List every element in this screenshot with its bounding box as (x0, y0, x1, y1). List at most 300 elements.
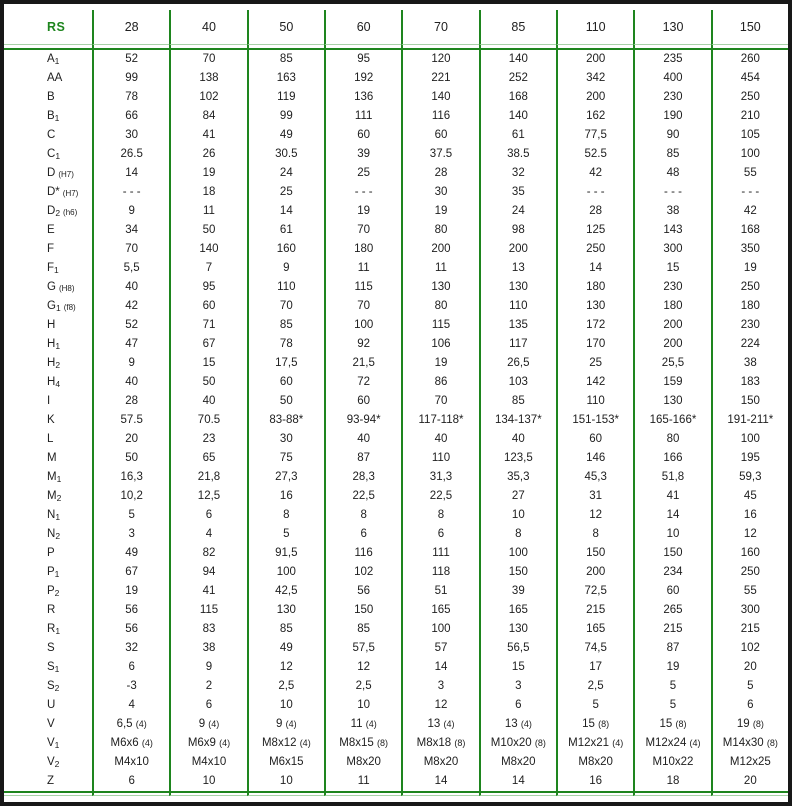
table-cell: 143 (633, 221, 710, 240)
table-cell: 41 (169, 126, 246, 145)
row-label (4, 753, 92, 772)
table-cell: 165 (401, 601, 478, 620)
row-label-base: S (47, 680, 55, 692)
table-cell: 200 (479, 240, 556, 259)
table-cell: 135 (479, 316, 556, 335)
table-row (4, 734, 788, 753)
row-label-base: V (47, 737, 55, 749)
size-header: 110 (556, 10, 633, 44)
table-row (4, 297, 788, 316)
rule-segment (633, 791, 710, 796)
table-cell: 90 (633, 126, 710, 145)
rs-header: RS (47, 20, 66, 34)
table-cell: 110 (479, 297, 556, 316)
table-cell: 230 (711, 316, 788, 335)
table-cell: 72 (324, 373, 401, 392)
table-cell: 95 (169, 278, 246, 297)
table-cell: 2,5 (247, 677, 324, 696)
value-count-suffix: (8) (675, 719, 687, 729)
table-cell: 200 (633, 316, 710, 335)
table-cell: 9 (92, 354, 169, 373)
table-cell: 59,3 (711, 468, 788, 487)
row-label-base: S (47, 661, 55, 673)
table-cell: 70 (401, 392, 478, 411)
table-cell: 116 (401, 107, 478, 126)
row-label-base: P (47, 547, 55, 559)
table-cell: 12,5 (169, 487, 246, 506)
table-cell: 27 (479, 487, 556, 506)
table-cell: 140 (479, 50, 556, 69)
table-cell: 60 (247, 373, 324, 392)
table-cell: 16 (556, 772, 633, 791)
table-cell: 56,5 (479, 639, 556, 658)
table-cell: 170 (556, 335, 633, 354)
table-cell: 130 (401, 278, 478, 297)
table-cell: 98 (479, 221, 556, 240)
table-cell: 115 (401, 316, 478, 335)
row-label (4, 696, 92, 715)
table-cell: 92 (324, 335, 401, 354)
table-cell: 50 (169, 221, 246, 240)
rule-segment (401, 791, 478, 796)
row-label-subscript: 1 (54, 740, 60, 750)
table-cell: 200 (556, 563, 633, 582)
table-row (4, 620, 788, 639)
table-cell: 6 (92, 658, 169, 677)
table-cell: 66 (92, 107, 169, 126)
table-cell: 15 (8) (556, 715, 633, 734)
table-cell: 9 (247, 259, 324, 278)
table-cell: 7 (169, 259, 246, 278)
rule-segment (4, 791, 92, 796)
table-cell: 39 (479, 582, 556, 601)
row-label-base: D (47, 167, 56, 179)
table-row (4, 449, 788, 468)
table-cell: 200 (556, 88, 633, 107)
size-header: 50 (247, 10, 324, 44)
table-cell: 130 (479, 620, 556, 639)
row-label-subscript: 2 (56, 493, 62, 503)
table-cell: 42 (92, 297, 169, 316)
table-cell: 252 (479, 69, 556, 88)
table-cell: 70 (92, 240, 169, 259)
table-cell: 13 (4) (401, 715, 478, 734)
table-cell: 57.5 (92, 411, 169, 430)
value-count-suffix: (4) (135, 719, 147, 729)
table-row (4, 677, 788, 696)
table-cell: 8 (479, 525, 556, 544)
row-label (4, 468, 92, 487)
row-label-tolerance-note: (H7) (58, 170, 74, 179)
table-row (4, 525, 788, 544)
table-cell: 86 (401, 373, 478, 392)
table-cell: 91,5 (247, 544, 324, 563)
table-cell: 10 (247, 696, 324, 715)
table-row (4, 563, 788, 582)
table-cell: 70 (247, 297, 324, 316)
row-label (4, 582, 92, 601)
table-cell: 6 (479, 696, 556, 715)
table-cell: 57 (401, 639, 478, 658)
table-row (4, 107, 788, 126)
table-cell: 235 (633, 50, 710, 69)
table-cell: 10 (247, 772, 324, 791)
row-label-subscript: 1 (54, 56, 60, 66)
table-row (4, 221, 788, 240)
table-cell: 84 (169, 107, 246, 126)
table-cell: 14 (247, 202, 324, 221)
table-cell: 22,5 (401, 487, 478, 506)
table-cell: 130 (633, 392, 710, 411)
row-label-tolerance-note: (H7) (62, 189, 79, 198)
table-cell: 35,3 (479, 468, 556, 487)
table-cell: 103 (479, 373, 556, 392)
table-cell: 9 (4) (169, 715, 246, 734)
table-cell: 9 (92, 202, 169, 221)
row-label (4, 715, 92, 734)
table-cell: 165 (556, 620, 633, 639)
table-cell: 60 (633, 582, 710, 601)
table-row (4, 392, 788, 411)
table-cell: M12x25 (711, 753, 788, 772)
table-cell: 85 (247, 620, 324, 639)
table-cell: 28,3 (324, 468, 401, 487)
table-cell: 42 (711, 202, 788, 221)
table-cell: 28 (401, 164, 478, 183)
row-label-base: U (47, 699, 56, 711)
row-label-subscript: 2 (54, 759, 60, 769)
table-cell: 40 (169, 392, 246, 411)
row-label (4, 563, 92, 582)
row-label-base: N (47, 509, 56, 521)
table-cell: 300 (633, 240, 710, 259)
table-row (4, 183, 788, 202)
table-cell: 41 (169, 582, 246, 601)
table-cell: 18 (633, 772, 710, 791)
row-label-subscript: 1 (55, 626, 61, 636)
table-cell: 130 (247, 601, 324, 620)
table-cell: 163 (247, 69, 324, 88)
table-cell: 23 (169, 430, 246, 449)
table-cell: 136 (324, 88, 401, 107)
table-cell: 52 (92, 316, 169, 335)
row-label (4, 734, 92, 753)
table-cell: 40 (324, 430, 401, 449)
table-cell: 195 (711, 449, 788, 468)
table-cell: 60 (169, 297, 246, 316)
table-cell: M4x10 (92, 753, 169, 772)
value-count-suffix: (4) (219, 738, 231, 748)
table-cell: 250 (711, 278, 788, 297)
table-cell: 22,5 (324, 487, 401, 506)
table-cell: 80 (633, 430, 710, 449)
table-cell: 115 (169, 601, 246, 620)
table-cell: 19 (401, 202, 478, 221)
table-cell: 110 (401, 449, 478, 468)
table-cell: 70 (324, 297, 401, 316)
table-row (4, 772, 788, 791)
table-cell: 37.5 (401, 145, 478, 164)
table-cell: 27,3 (247, 468, 324, 487)
row-label-base: C (47, 129, 56, 141)
table-cell: 39 (324, 145, 401, 164)
row-label-base: S (47, 642, 55, 654)
table-cell: 10,2 (92, 487, 169, 506)
table-cell: 110 (247, 278, 324, 297)
row-label-base: L (47, 433, 54, 445)
table-cell: 28 (92, 392, 169, 411)
table-cell: 21,8 (169, 468, 246, 487)
table-cell: 55 (711, 164, 788, 183)
table-cell: M8x20 (324, 753, 401, 772)
row-label-subscript: 1 (54, 265, 59, 275)
table-cell: 60 (401, 126, 478, 145)
table-cell: 5 (92, 506, 169, 525)
table-cell: 34 (92, 221, 169, 240)
table-cell: 160 (247, 240, 324, 259)
table-cell: 100 (711, 430, 788, 449)
row-label (4, 772, 92, 791)
table-cell: 123,5 (479, 449, 556, 468)
row-label (4, 240, 92, 259)
value-count-suffix: (4) (365, 719, 377, 729)
table-cell: 78 (92, 88, 169, 107)
table-row (4, 278, 788, 297)
table-body (4, 50, 788, 791)
table-row (4, 50, 788, 69)
table-cell: 32 (479, 164, 556, 183)
table-cell: 192 (324, 69, 401, 88)
table-cell: 10 (479, 506, 556, 525)
table-cell: 67 (92, 563, 169, 582)
table-cell: M6x15 (247, 753, 324, 772)
table-cell: 30 (401, 183, 478, 202)
table-cell: 172 (556, 316, 633, 335)
table-cell: 105 (711, 126, 788, 145)
table-cell: 8 (556, 525, 633, 544)
table-cell: 85 (633, 145, 710, 164)
table-cell: 102 (324, 563, 401, 582)
row-label (4, 449, 92, 468)
table-cell: 11 (324, 259, 401, 278)
table-cell: 17,5 (247, 354, 324, 373)
row-label-base: AA (47, 72, 63, 84)
row-label (4, 335, 92, 354)
table-row (4, 126, 788, 145)
table-cell: 74,5 (556, 639, 633, 658)
row-label-base: M (47, 452, 57, 464)
table-cell: 140 (479, 107, 556, 126)
table-cell: 5 (633, 696, 710, 715)
table-row (4, 145, 788, 164)
table-cell: 150 (711, 392, 788, 411)
row-label-base: G (47, 281, 56, 293)
rule-segment (556, 791, 633, 796)
table-cell: 111 (401, 544, 478, 563)
table-cell: 85 (479, 392, 556, 411)
table-row (4, 202, 788, 221)
table-row (4, 430, 788, 449)
table-cell: 159 (633, 373, 710, 392)
value-count-suffix: (4) (443, 719, 455, 729)
table-cell: 31 (556, 487, 633, 506)
table-cell: 260 (711, 50, 788, 69)
value-count-suffix: (4) (141, 738, 153, 748)
table-cell: 100 (479, 544, 556, 563)
table-cell: 6 (324, 525, 401, 544)
table-cell: 61 (247, 221, 324, 240)
table-cell: 14 (479, 772, 556, 791)
table-cell: 25 (556, 354, 633, 373)
row-label-base: F (47, 262, 55, 274)
table-cell: 40 (401, 430, 478, 449)
table-cell: 183 (711, 373, 788, 392)
table-cell: 12 (711, 525, 788, 544)
table-cell: 102 (169, 88, 246, 107)
row-label (4, 411, 92, 430)
table-cell: 85 (324, 620, 401, 639)
table-cell: M8x20 (479, 753, 556, 772)
table-cell: 75 (247, 449, 324, 468)
table-cell: 30 (92, 126, 169, 145)
table-cell: M10x22 (633, 753, 710, 772)
table-cell: 70 (169, 50, 246, 69)
table-cell: 15 (169, 354, 246, 373)
table-cell: M6x6 (4) (92, 734, 169, 753)
table-cell: 151-153* (556, 411, 633, 430)
table-cell: 138 (169, 69, 246, 88)
table-cell: 118 (401, 563, 478, 582)
table-cell: 99 (92, 69, 169, 88)
table-row (4, 582, 788, 601)
table-cell: 454 (711, 69, 788, 88)
row-label-base: R (47, 604, 56, 616)
table-row (4, 696, 788, 715)
row-label-base: H (47, 376, 56, 388)
table-cell: 72,5 (556, 582, 633, 601)
table-cell: 130 (556, 297, 633, 316)
table-cell: 52.5 (556, 145, 633, 164)
table-cell: 4 (92, 696, 169, 715)
row-label-base: P (47, 566, 55, 578)
table-cell: 12 (401, 696, 478, 715)
row-label-subscript: 1 (55, 512, 61, 522)
table-cell: 48 (633, 164, 710, 183)
table-cell: 300 (711, 601, 788, 620)
table-cell: 180 (711, 297, 788, 316)
table-cell: 65 (169, 449, 246, 468)
table-cell: M4x10 (169, 753, 246, 772)
table-cell: 26.5 (92, 145, 169, 164)
table-cell: 14 (556, 259, 633, 278)
table-cell: 168 (711, 221, 788, 240)
table-cell: 190 (633, 107, 710, 126)
table-cell: 16,3 (92, 468, 169, 487)
table-cell: 2 (169, 677, 246, 696)
row-label-subscript: 2 (55, 360, 61, 370)
row-label (4, 430, 92, 449)
table-cell: 2,5 (324, 677, 401, 696)
table-cell: 10 (169, 772, 246, 791)
row-label-tolerance-note: (h6) (63, 208, 78, 217)
table-cell: 85 (247, 316, 324, 335)
table-cell: 57,5 (324, 639, 401, 658)
table-cell: 70.5 (169, 411, 246, 430)
table-cell: 60 (556, 430, 633, 449)
row-label (4, 639, 92, 658)
table-cell: 51 (401, 582, 478, 601)
table-cell: 24 (479, 202, 556, 221)
table-row (4, 164, 788, 183)
row-label-subscript: 1 (54, 113, 60, 123)
table-cell: 6 (169, 696, 246, 715)
table-cell: 130 (479, 278, 556, 297)
table-cell: 8 (401, 506, 478, 525)
table-row (4, 69, 788, 88)
table-cell: 77,5 (556, 126, 633, 145)
value-count-suffix: (8) (377, 738, 389, 748)
table-cell: 100 (247, 563, 324, 582)
table-cell: 93-94* (324, 411, 401, 430)
row-label (4, 107, 92, 126)
table-cell: 11 (324, 772, 401, 791)
table-cell: 5 (711, 677, 788, 696)
table-cell: 25 (324, 164, 401, 183)
table-cell: 25 (247, 183, 324, 202)
table-cell: 3 (479, 677, 556, 696)
value-count-suffix: (4) (520, 719, 532, 729)
row-label (4, 487, 92, 506)
row-label-base: R (47, 623, 56, 635)
table-cell: 250 (711, 88, 788, 107)
value-count-suffix: (4) (689, 738, 701, 748)
row-label (4, 620, 92, 639)
table-cell: 14 (401, 772, 478, 791)
table-cell: 191-211* (711, 411, 788, 430)
size-header: 40 (169, 10, 246, 44)
row-label-base: C (47, 148, 56, 160)
table-cell: 150 (633, 544, 710, 563)
row-label-base: V (47, 756, 55, 768)
table-cell: 10 (633, 525, 710, 544)
table-cell: 5 (633, 677, 710, 696)
row-label-subscript: 1 (55, 341, 61, 351)
row-label (4, 69, 92, 88)
row-label (4, 316, 92, 335)
table-row (4, 354, 788, 373)
table-cell: 250 (711, 563, 788, 582)
size-header: 150 (711, 10, 788, 44)
table-row (4, 335, 788, 354)
value-count-suffix: (8) (534, 738, 546, 748)
row-label-subscript: 2 (54, 588, 60, 598)
row-label (4, 506, 92, 525)
table-cell: 165-166* (633, 411, 710, 430)
table-cell: 20 (92, 430, 169, 449)
table-cell: 134-137* (479, 411, 556, 430)
table-cell: 19 (401, 354, 478, 373)
table-cell: - - - (711, 183, 788, 202)
table-cell: 200 (556, 50, 633, 69)
table-cell: 49 (92, 544, 169, 563)
table-cell: 11 (401, 259, 478, 278)
table-cell: 13 (479, 259, 556, 278)
table-cell: 87 (633, 639, 710, 658)
table-cell: 45,3 (556, 468, 633, 487)
table-cell: 61 (479, 126, 556, 145)
table-cell: 24 (247, 164, 324, 183)
table-row (4, 88, 788, 107)
